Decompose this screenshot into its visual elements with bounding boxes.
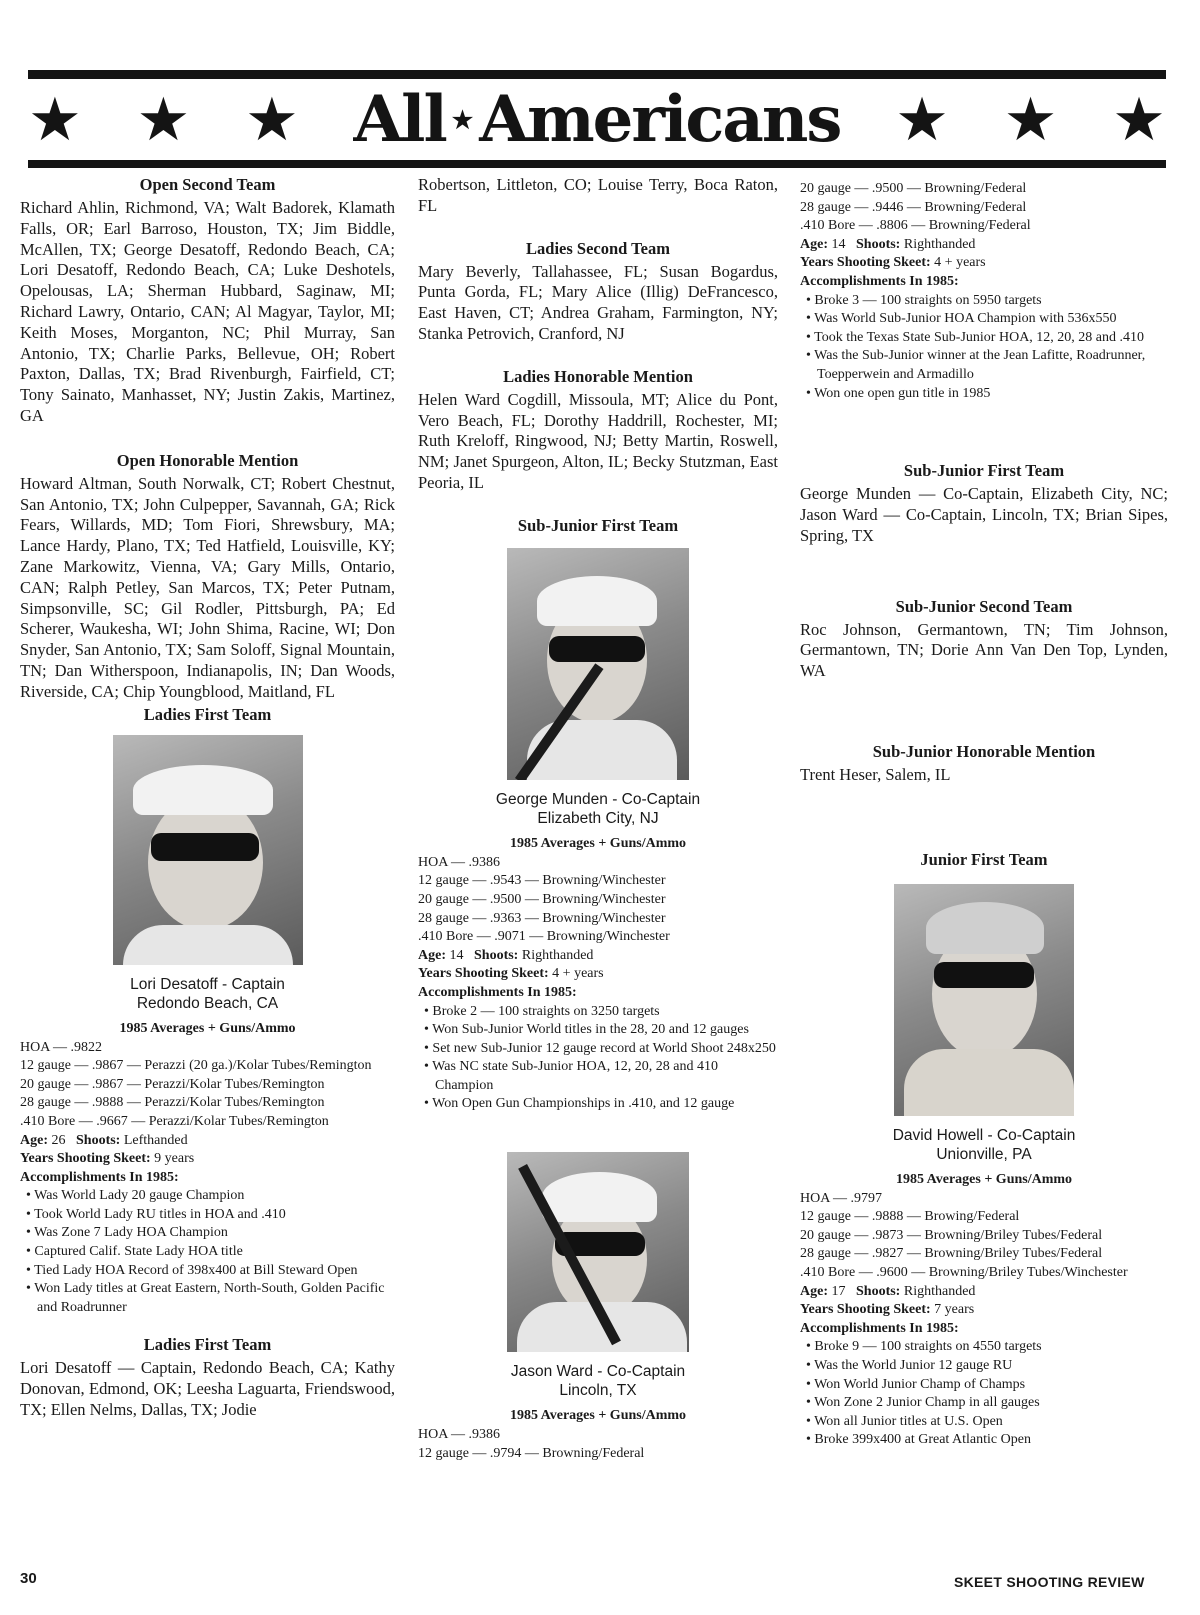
open-honorable-mention-list: Howard Altman, South Norwalk, CT; Robert Chestnut, San Antonio, TX; John Culpepper, Savannah, GA; Rick Fears, Willards, MD; Tom Fiori, Shrewsbury, MA; Lance Hardy, Plano, TX; Ted Hatfield, Louisville, KY; Zane Markowitz, Vienna, VA; Gary Mills, Ontario, CAN; Ralph Petley, San Marcos, TX; Peter Putnam, Simpsonville, SC; Gil Rodler, Pittsburgh, PA; Ed Scherer, Waukesha, WI; John Shima, Racine, WI; Don Snyder, San Antonio, TX; Sam Soloff, Signal Mountain, TN; Dan Witherspoon, Indianapolis, IN; Dan Woods, Riverside, CA; Chip Youngblood, Maitland, FL	[20, 473, 395, 701]
averages-list	[418, 854, 778, 947]
title-star-separator-icon: ★	[451, 105, 474, 134]
years-line	[800, 254, 1168, 273]
subjr-honorable-mention-list: Trent Heser, Salem, IL	[800, 764, 951, 784]
average-line: 20 gauge — .9500 — Browning/Winchester	[418, 891, 666, 907]
averages-list-continued	[800, 180, 1168, 236]
average-line: .410 Bore — .9071 — Browning/Winchester	[418, 929, 670, 945]
accomplishment-item: • Tied Lady HOA Record of 398x400 at Bill Steward Open	[20, 1262, 395, 1281]
subjr-second-team-list: Roc Johnson, Germantown, TN; Tim Johnson, Germantown, TN; Dorie Ann Van Den Top, Lynden, WA	[800, 619, 1168, 681]
accomplishment-item: • Took World Lady RU titles in HOA and .410	[20, 1206, 395, 1225]
ladies-honorable-mention-list: Helen Ward Cogdill, Missoula, MT; Alice du Pont, Vero Beach, FL; Dorothy Haddrill, Rochester, MI; Ruth Kreloff, Ringwood, NJ; Betty Martin, Roswell, NM; Janet Spurgeon, Alton, IL; Becky Stutzman, East Peoria, IL	[418, 389, 778, 492]
years-label: Years Shooting Skeet:	[418, 966, 549, 982]
photo-caption-name: George Munden - Co-Captain	[495, 790, 701, 808]
accomplishments-list	[20, 1187, 395, 1317]
age-label: Age:	[800, 236, 828, 252]
photo-caption-place: Elizabeth City, NJ	[537, 809, 659, 827]
accomplishment-item: • Was the Sub-Junior winner at the Jean Lafitte, Roadrunner, Toepperwein and Armadillo	[800, 347, 1168, 384]
averages-heading: 1985 Averages + Guns/Ammo	[119, 1020, 296, 1036]
accomplishment-item: • Took the Texas State Sub-Junior HOA, 12, 20, 28 and .410	[800, 329, 1168, 348]
photo-jason-ward	[507, 1152, 689, 1352]
shoots-label: Shoots:	[856, 236, 901, 252]
section-heading-ladies-second: Ladies Second Team	[526, 238, 670, 258]
years-value: 4 + years	[934, 255, 986, 271]
average-line: HOA — .9386	[418, 854, 501, 870]
accomplishments-list	[800, 1338, 1168, 1450]
photo-george-munden	[507, 548, 689, 780]
years-label: Years Shooting Skeet:	[800, 1302, 931, 1318]
photo-david-howell	[894, 884, 1074, 1116]
average-line: .410 Bore — .9600 — Browning/Briley Tubes/Winchester	[800, 1265, 1128, 1281]
page-number: 30	[20, 1570, 37, 1587]
years-label: Years Shooting Skeet:	[20, 1151, 151, 1167]
shoots-label: Shoots:	[76, 1132, 121, 1148]
years-value: 9 years	[154, 1151, 195, 1167]
publication-name: SKEET SHOOTING REVIEW	[954, 1574, 1145, 1590]
accomplishment-item: • Won Zone 2 Junior Champ in all gauges	[800, 1394, 1168, 1413]
accomplishments-label: Accomplishments In 1985:	[800, 1320, 959, 1336]
years-line	[800, 1301, 1168, 1320]
shoots-value: Righthanded	[521, 947, 594, 963]
accomplishment-item: • Won one open gun title in 1985	[800, 385, 1168, 404]
accomplishments-heading	[20, 1169, 395, 1188]
accomplishment-item: • Set new Sub-Junior 12 gauge record at World Shoot 248x250	[418, 1040, 778, 1059]
header-bottom-rule	[28, 160, 1166, 168]
average-line: 12 gauge — .9888 — Browing/Federal	[800, 1209, 1020, 1225]
open-second-team-list: Richard Ahlin, Richmond, VA; Walt Badorek, Klamath Falls, OR; Earl Barroso, Houston, TX; Jim Biddle, McAllen, TX; George Desatoff, Redondo Beach, CA; Lori Desatoff, Redondo Beach, CA; Luke Deshotels, Opelousas, LA; Sherman Hubbard, Saginaw, MI; Richard Lawry, Ontario, CAN; Al Magyar, Taylor, MI; Keith Moses, Morganton, NC; Phil Murray, San Antonio, TX; Charlie Parks, Bellevue, OH; Robert Paxton, Dallas, TX; Brad Rivenburgh, Fairfield, CT; Tony Sainato, Manhasset, NY; Justin Zakis, Martinez, GA	[20, 198, 395, 425]
section-heading-ladies-hm: Ladies Honorable Mention	[503, 366, 693, 386]
average-line: 28 gauge — .9888 — Perazzi/Kolar Tubes/Remington	[20, 1095, 325, 1111]
accomplishment-item: • Won Lady titles at Great Eastern, North-South, Golden Pacific and Roadrunner	[20, 1280, 395, 1317]
accomplishments-heading	[800, 273, 1168, 292]
averages-heading: 1985 Averages + Guns/Ammo	[895, 1171, 1073, 1187]
shoots-label: Shoots:	[474, 947, 519, 963]
shoots-label: Shoots:	[856, 1283, 901, 1299]
averages-heading: 1985 Averages + Guns/Ammo	[509, 835, 687, 851]
header-top-rule	[28, 70, 1166, 79]
accomplishment-item: • Was World Sub-Junior HOA Champion with 536x550	[800, 310, 1168, 329]
section-heading-subjr-hm: Sub-Junior Honorable Mention	[872, 741, 1096, 761]
column-middle	[418, 175, 778, 1463]
age-shoots-line	[800, 236, 1168, 255]
photo-caption-place: Lincoln, TX	[559, 1382, 637, 1400]
age-shoots-line	[418, 947, 778, 966]
age-label: Age:	[20, 1132, 48, 1148]
column-left	[20, 175, 395, 1421]
accomplishments-label: Accomplishments In 1985:	[800, 273, 959, 289]
photo-caption-place: Unionville, PA	[936, 1145, 1032, 1163]
shoots-value: Righthanded	[903, 1283, 976, 1299]
average-line: 12 gauge — .9794 — Browning/Federal	[418, 1445, 645, 1461]
section-heading-subjr-second: Sub-Junior Second Team	[895, 596, 1073, 616]
section-heading-ladies-first-photo: Ladies First Team	[143, 704, 272, 724]
accomplishment-item: • Was Zone 7 Lady HOA Champion	[20, 1224, 395, 1243]
accomplishments-list	[418, 1003, 778, 1115]
accomplishment-item: • Broke 399x400 at Great Atlantic Open	[800, 1431, 1168, 1450]
age-shoots-line	[20, 1132, 395, 1151]
average-line: 28 gauge — .9446 — Browning/Federal	[800, 199, 1027, 215]
average-line: 28 gauge — .9363 — Browning/Winchester	[418, 910, 666, 926]
photo-lori-desatoff	[113, 735, 303, 965]
accomplishment-item: • Broke 9 — 100 straights on 4550 targets	[800, 1338, 1168, 1357]
accomplishment-item: • Broke 2 — 100 straights on 3250 targets	[418, 1003, 778, 1022]
accomplishment-item: • Broke 3 — 100 straights on 5950 targets	[800, 292, 1168, 311]
average-line: HOA — .9822	[20, 1039, 103, 1055]
accomplishment-item: • Was NC state Sub-Junior HOA, 12, 20, 28 and 410 Champion	[418, 1058, 778, 1095]
page-title-right: Americans	[479, 82, 841, 157]
average-line: HOA — .9797	[800, 1190, 883, 1206]
section-heading-subjr-photo: Sub-Junior First Team	[517, 515, 679, 535]
star-icon: ★	[1112, 85, 1166, 155]
age-label: Age:	[418, 947, 446, 963]
age-value: 14	[831, 236, 846, 252]
average-line: 12 gauge — .9867 — Perazzi (20 ga.)/Kolar Tubes/Remington	[20, 1058, 372, 1074]
average-line: 20 gauge — .9873 — Browning/Briley Tubes/Federal	[800, 1227, 1103, 1243]
section-heading-open-hm: Open Honorable Mention	[116, 450, 299, 470]
ladies-first-team-list: Lori Desatoff — Captain, Redondo Beach, CA; Kathy Donovan, Edmond, OK; Leesha Laguarta, Friendswood, TX; Ellen Nelms, Dallas, TX; Jodie	[20, 1358, 395, 1420]
accomplishments-label: Accomplishments In 1985:	[20, 1169, 179, 1185]
accomplishment-item: • Captured Calif. State Lady HOA title	[20, 1243, 395, 1262]
accomplishment-item: • Won Sub-Junior World titles in the 28, 20 and 12 gauges	[418, 1021, 778, 1040]
accomplishments-heading	[800, 1320, 1168, 1339]
photo-caption-name: Jason Ward - Co-Captain	[510, 1363, 686, 1381]
years-line	[418, 965, 778, 984]
average-line: 12 gauge — .9543 — Browning/Winchester	[418, 873, 666, 889]
accomplishment-item: • Won all Junior titles at U.S. Open	[800, 1413, 1168, 1432]
age-value: 17	[831, 1283, 846, 1299]
years-value: 4 + years	[552, 966, 604, 982]
accomplishments-label: Accomplishments In 1985:	[418, 984, 577, 1000]
subjr-first-team-list: George Munden — Co-Captain, Elizabeth City, NC; Jason Ward — Co-Captain, Lincoln, TX; Brian Sipes, Spring, TX	[800, 484, 1168, 545]
years-value: 7 years	[934, 1302, 975, 1318]
age-value: 14	[449, 947, 464, 963]
accomplishment-item: • Was the World Junior 12 gauge RU	[800, 1357, 1168, 1376]
page-title-left: All	[353, 82, 446, 157]
shoots-value: Lefthanded	[123, 1132, 188, 1148]
section-heading-ladies-first: Ladies First Team	[143, 1335, 272, 1355]
section-heading-subjr-first: Sub-Junior First Team	[903, 461, 1065, 481]
ladies-second-team-list: Mary Beverly, Tallahassee, FL; Susan Bogardus, Punta Gorda, FL; Mary Alice (Illig) DeFrancesco, East Haven, CT; Andrea Graham, Farmington, NY; Stanka Petrovich, Cranford, NJ	[418, 261, 778, 343]
section-heading-open-second: Open Second Team	[139, 175, 276, 194]
accomplishment-item: • Won Open Gun Championships in .410, and 12 gauge	[418, 1095, 778, 1114]
photo-caption-name: David Howell - Co-Captain	[892, 1126, 1076, 1144]
accomplishment-item: • Was World Lady 20 gauge Champion	[20, 1187, 395, 1206]
averages-list	[418, 1426, 778, 1463]
years-line	[20, 1150, 395, 1169]
shoots-value: Righthanded	[903, 236, 976, 252]
ladies-first-team-continued: Robertson, Littleton, CO; Louise Terry, Boca Raton, FL	[418, 175, 778, 215]
averages-list	[20, 1039, 395, 1132]
photo-caption-name: Lori Desatoff - Captain	[130, 975, 285, 993]
age-label: Age:	[800, 1283, 828, 1299]
star-icon: ★	[245, 85, 299, 155]
accomplishments-heading	[418, 984, 778, 1003]
star-icon: ★	[1003, 85, 1058, 155]
section-heading-junior-photo: Junior First Team	[920, 849, 1048, 869]
page-banner	[28, 84, 1166, 156]
accomplishment-item: • Won World Junior Champ of Champs	[800, 1376, 1168, 1395]
star-icon: ★	[28, 85, 82, 155]
photo-caption-place: Redondo Beach, CA	[136, 994, 279, 1012]
years-label: Years Shooting Skeet:	[800, 255, 931, 271]
column-right	[800, 180, 1168, 1450]
age-shoots-line	[800, 1283, 1168, 1302]
page-title	[353, 82, 841, 157]
star-icon: ★	[136, 85, 191, 155]
averages-list	[800, 1190, 1168, 1283]
averages-heading: 1985 Averages + Guns/Ammo	[509, 1408, 687, 1424]
average-line: 20 gauge — .9500 — Browning/Federal	[800, 181, 1027, 196]
average-line: .410 Bore — .9667 — Perazzi/Kolar Tubes/Remington	[20, 1113, 329, 1129]
star-icon: ★	[895, 85, 949, 155]
average-line: HOA — .9386	[418, 1427, 501, 1443]
average-line: .410 Bore — .8806 — Browning/Federal	[800, 218, 1031, 234]
age-value: 26	[51, 1132, 66, 1148]
average-line: 20 gauge — .9867 — Perazzi/Kolar Tubes/Remington	[20, 1076, 325, 1092]
accomplishments-list	[800, 292, 1168, 404]
average-line: 28 gauge — .9827 — Browning/Briley Tubes/Federal	[800, 1246, 1103, 1262]
